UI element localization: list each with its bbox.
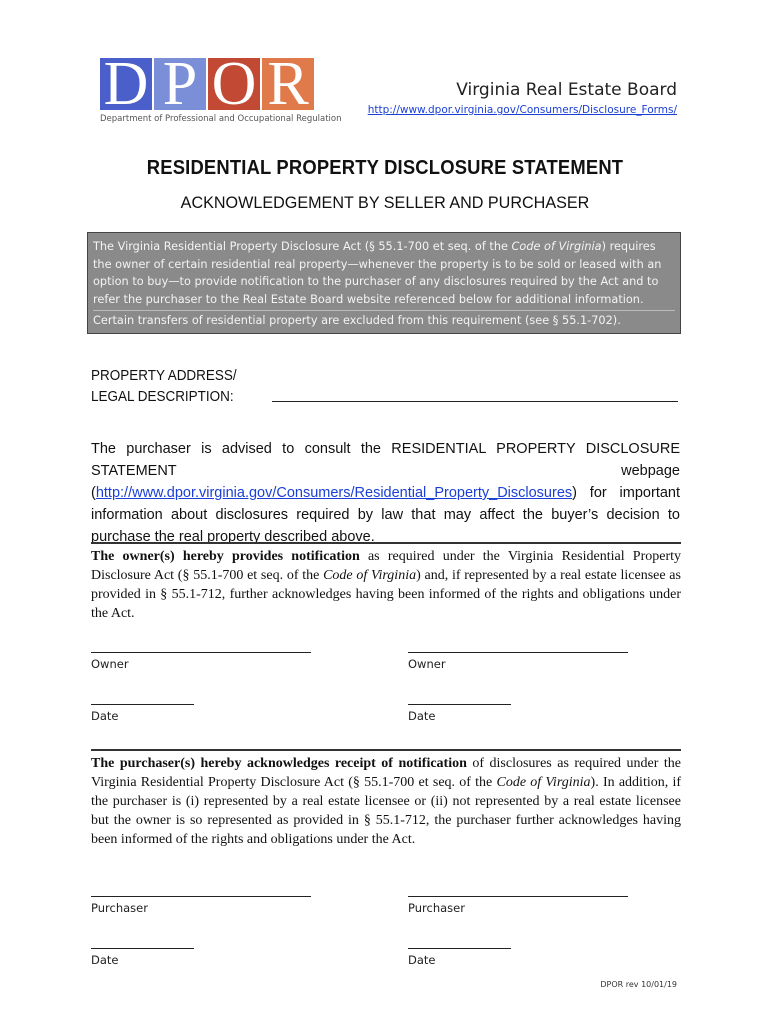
purchaser-advice [91, 438, 680, 548]
dpor-logo [100, 58, 342, 128]
page-title: RESIDENTIAL PROPERTY DISCLOSURE STATEMENT [146, 157, 624, 179]
owner-text-a: as required under the Virginia Residential Property Disclosure Act (§ 55.1-700 et seq. of the [91, 549, 682, 583]
property-address-label [91, 366, 237, 408]
purchaser-signature-line-left[interactable] [91, 896, 311, 897]
owner-text-b: ) and, if represented by a real estate licensee as provided in § 55.1-712, further acknowledges having been informed of the rights and obligations under the Act. [91, 568, 681, 621]
purchaser-label-right: Purchaser [408, 901, 465, 915]
advice-text-b: ) for important information about disclosures required by law that may affect the buyer’s decision to purchase the real property described above. [91, 485, 680, 545]
purchaser-code-italic: Code of Virginia [496, 775, 591, 790]
revision-note: DPOR rev 10/01/19 [600, 980, 677, 989]
logo-letter-d: D [100, 58, 152, 110]
owner-label-right: Owner [408, 657, 446, 671]
owner-notification-paragraph [91, 547, 681, 623]
notice-paragraph-2: Certain transfers of residential property are excluded from this requirement (see § 55.1-702). [93, 310, 675, 330]
purchaser-date-label-right: Date [408, 953, 436, 967]
notice-box [87, 232, 681, 334]
purchaser-signature-line-right[interactable] [408, 896, 628, 897]
logo-letter-r: R [262, 58, 314, 110]
purchaser-date-line-right[interactable] [408, 948, 511, 949]
purchaser-lead-bold: The purchaser(s) hereby acknowledges receipt of notification [91, 756, 467, 771]
disclosures-webpage-link[interactable]: http://www.dpor.virginia.gov/Consumers/Residential_Property_Disclosures [95, 485, 573, 501]
owner-date-label-right: Date [408, 709, 436, 723]
advice-text-a: The purchaser is advised to consult the RESIDENTIAL PROPERTY DISCLOSURE STATEMENT webpage ( [91, 441, 680, 501]
board-url-link[interactable]: http://www.dpor.virginia.gov/Consumers/Disclosure_Forms/ [367, 104, 677, 116]
purchaser-text-b: ). In addition, if the purchaser is (i) represented by a real estate licensee or (ii) not represented by a real estate licensee but the owner is so represented as provided in § 55.1-712, the purchaser further acknowledges having been informed of the rights and obligations under the Act. [91, 775, 682, 847]
board-name: Virginia Real Estate Board [456, 80, 677, 100]
notice-text-a: The Virginia Residential Property Disclosure Act (§ 55.1-700 et seq. of the [93, 240, 512, 253]
purchaser-section-divider [91, 749, 681, 751]
owner-lead-bold: The owner(s) hereby provides notification [91, 549, 360, 564]
purchaser-date-label-left: Date [91, 953, 119, 967]
purchaser-label-left: Purchaser [91, 901, 148, 915]
owner-code-italic: Code of Virginia [323, 568, 417, 583]
owner-date-line-right[interactable] [408, 704, 511, 705]
owner-signature-line-left[interactable] [91, 652, 311, 653]
page-subtitle: ACKNOWLEDGEMENT BY SELLER AND PURCHASER [180, 193, 590, 212]
purchaser-acknowledgement-paragraph [91, 754, 681, 849]
purchaser-date-line-left[interactable] [91, 948, 194, 949]
owner-date-label-left: Date [91, 709, 119, 723]
owner-date-line-left[interactable] [91, 704, 194, 705]
property-label-line-2: LEGAL DESCRIPTION: [91, 389, 234, 405]
owner-signature-line-right[interactable] [408, 652, 628, 653]
notice-text-b: ) requires the owner of certain residential real property—whenever the property is to be sold or leased with an option to buy—to provide notification to the purchaser of any disclosures required by the Act and to refer the purchaser to the Real Estate Board website referenced below for additional information. [93, 240, 662, 306]
logo-letter-o: O [208, 58, 260, 110]
notice-code-italic: Code of Virginia [511, 240, 602, 253]
logo-letter-p: P [154, 58, 206, 110]
logo-subtitle: Department of Professional and Occupational Regulation [100, 114, 342, 124]
owner-label-left: Owner [91, 657, 129, 671]
notice-paragraph-1 [93, 238, 675, 308]
owner-section-divider [91, 542, 681, 544]
property-label-line-1: PROPERTY ADDRESS/ [91, 368, 237, 384]
purchaser-text-a: of disclosures as required under the Virginia Residential Property Disclosure Act (§ 55.1-700 et seq. of the [91, 756, 681, 790]
property-address-field[interactable] [272, 401, 678, 402]
